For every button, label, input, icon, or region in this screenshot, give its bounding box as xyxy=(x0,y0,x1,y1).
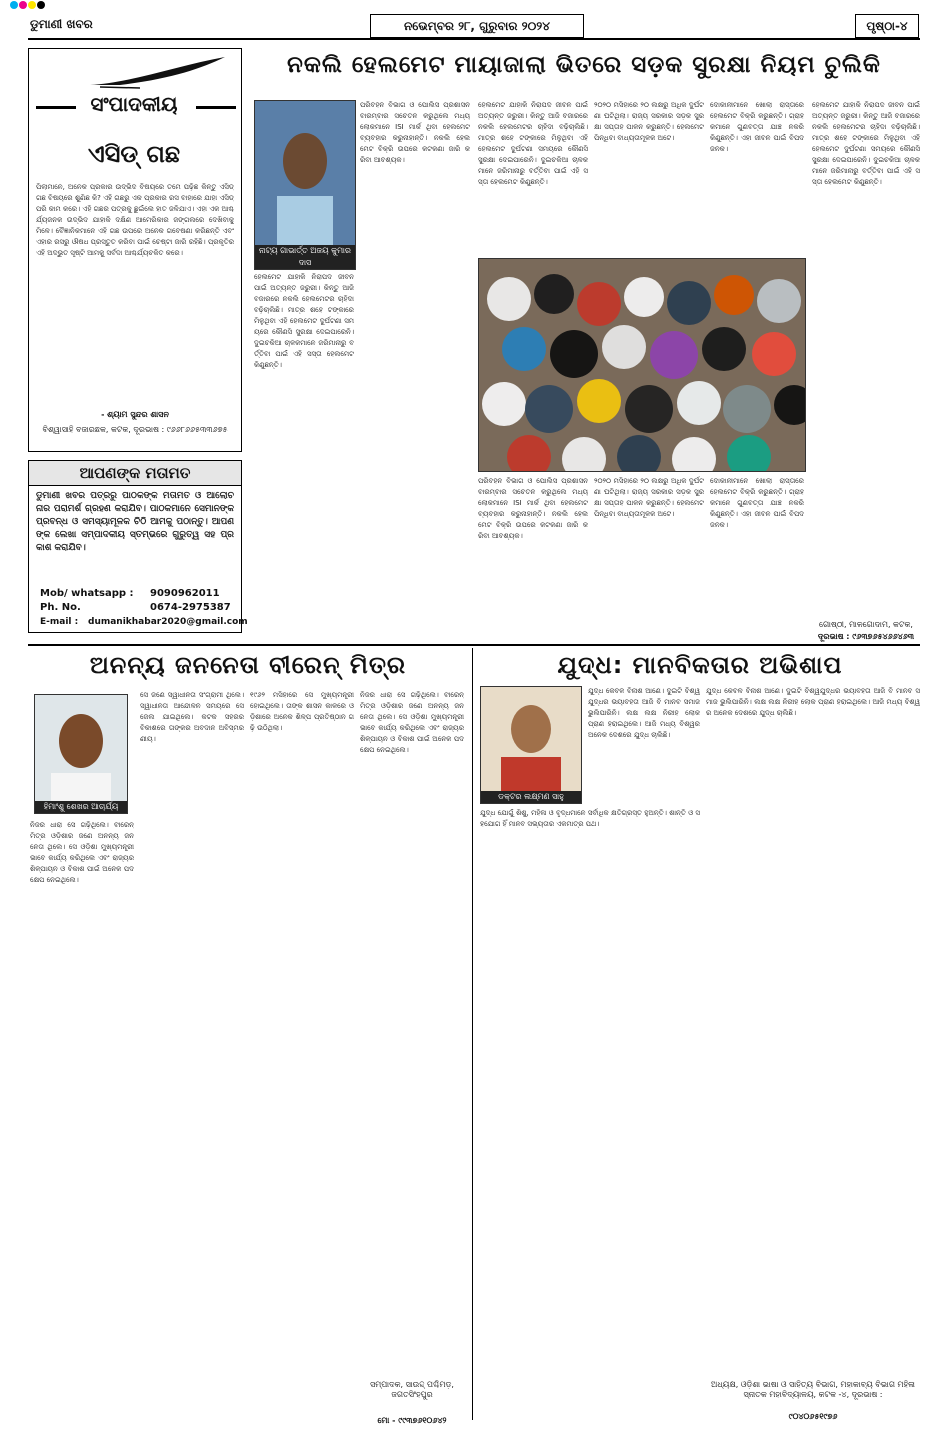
email-value: dumanikhabar2020@gmail.com xyxy=(88,617,248,627)
article1-body-col9: ହେଲମେଟ ଯାହାକି ନିରାପଦ ଜୀବନ ପାଇଁ ଅତ୍ୟନ୍ତ ଜରୁରୀ। କିନ୍ତୁ ଆଜି ବଜାରରେ ନକଲି ହେଲମେଟର ଚାହିଦା ବଢ଼ିଚାଲିଛି। ମାତ୍ର ଶହେ ଟଙ୍କାରେ ମିଳୁଥିବା ଏହି ହେଲମେଟ ଦୁର୍ଘଟଣା ସମୟରେ କୌଣସି ସୁରକ୍ଷା ଦେଇପାରେନି। ଦୁଇଚକିଆ ଚାଳକମାନେ ଜରିମାନାରୁ ବର୍ତ୍ତିବା ପାଇଁ ଏହି ସସ୍ତା ହେଲମେଟ କିଣୁଛନ୍ତି। xyxy=(812,101,920,186)
article2-author-caption: ହିମାଂଶୁ ଶେଖର ଆଚାର୍ଯ୍ୟ xyxy=(35,801,127,813)
article3-headline: ଯୁଦ୍ଧ: ମାନବିକତାର ଅଭିଶାପ xyxy=(557,651,843,679)
article2-body-col4: ନିଜର ଧାରା ସେ ଗଢ଼ିଥିଲେ। ବୀରେନ୍ ମିତ୍ର ଓଡ଼ିଶାର ଜଣେ ଅନନ୍ୟ ଜନନେତା ଥିଲେ। ସେ ଓଡ଼ିଶା ମୁଖ୍ୟମନ୍ତ୍ରୀ ଭାବେ କାର୍ଯ୍ୟ କରିଥିଲେ ଏବଂ ରାଜ୍ୟର ଶିଳ୍ପାୟନ ଓ ବିକାଶ ପାଇଁ ଅନେକ ପଦକ୍ଷେପ ନେଇଥିଲେ। xyxy=(360,691,464,754)
article1-body-col1: ହେଲମେଟ ଯାହାକି ନିରାପଦ ଜୀବନ ପାଇଁ ଅତ୍ୟନ୍ତ ଜରୁରୀ। କିନ୍ତୁ ଆଜି ବଜାରରେ ନକଲି ହେଲମେଟର ଚାହିଦା ବଢ଼ିଚାଲିଛି। ମାତ୍ର ଶହେ ଟଙ୍କାରେ ମିଳୁଥିବା ଏହି ହେଲମେଟ ଦୁର୍ଘଟଣା ସମୟରେ କୌଣସି ସୁରକ୍ଷା ଦେଇପାରେନି। ଦୁଇଚକିଆ ଚାଳକମାନେ ଜରିମାନାରୁ ବର୍ତ୍ତିବା ପାଇଁ ଏହି ସସ୍ତା ହେଲମେଟ କିଣୁଛନ୍ତି। xyxy=(254,273,354,369)
article1-signoff-phone: ଦୂରଭାଷ : ୯୬୩୭୬୫୪୬୬୪୬୩ xyxy=(817,632,915,641)
article3-body-intro: ଯୁଦ୍ଧ କେବଳ ବିନାଶ ଆଣେ। ଦୁଇଟି ବିଶ୍ୱଯୁଦ୍ଧର ଭୟାବହତା ଆଜି ବି ମାନବ ସମାଜ ଭୁଲିପାରିନି। ଲକ୍ଷ ଲକ୍ଷ ନିରୀହ ଲୋକ ପ୍ରାଣ ହରାଇଥିଲେ। ଆଜି ମଧ୍ୟ ବିଶ୍ୱର ଅନେକ ଦେଶରେ ଯୁଦ୍ଧ ଚାଲିଛି। xyxy=(588,687,700,739)
editorial-section-label: ସଂପାଦକୀୟ xyxy=(90,92,178,116)
editorial-signature: - ଶ୍ୟାମ ସୁନ୍ଦର ଶାସନ xyxy=(101,410,169,419)
black-mark xyxy=(37,1,45,9)
article1-body-col5: ଦୋକାନୀମାନେ ଖୋଲା ରାସ୍ତାରେ ହେଲମେଟ ବିକ୍ରି କରୁଛନ୍ତି। ଗ୍ରାହକମାନେ ଗୁଣବତ୍ତା ଯାଞ୍ଚ ନକରି କିଣୁଛନ୍ତି। ଏହା ଜୀବନ ପାଇଁ ବିପଦଜନକ। xyxy=(710,101,804,153)
article3-signoff: ଅଧ୍ୟକ୍ଷ, ଓଡ଼ିଶା ଭାଷା ଓ ସାହିତ୍ୟ ବିଭାଗ, ମହାକାବ୍ୟ ବିଭାଗ ମହିଳା ସ୍ନାତକ ମହାବିଦ୍ୟାଳୟ, କଟକ -୪, ଦୂରଭାଷ : xyxy=(711,1380,915,1399)
author-portrait-icon xyxy=(35,695,127,801)
article3-author-photo xyxy=(480,686,582,804)
mob-label: Mob/ whatsapp : xyxy=(40,588,134,599)
article1-body-col6: ପରିବହନ ବିଭାଗ ଓ ପୋଲିସ ପ୍ରଶାସନ ବାରମ୍ବାର ସଚେତନ କରୁଥିଲେ ମଧ୍ୟ ଲୋକମାନେ ISI ମାର୍କ ଥିବା ହେଲମେଟ ବ୍ୟବହାର କରୁନାହାନ୍ତି। ନକଲି ହେଲମେଟ ବିକ୍ରି ଉପରେ କଟକଣା ଜାରି କରିବା ଆବଶ୍ୟକ। xyxy=(478,477,588,540)
article3-signoff-phone: ୯୦୪୦୬୫୧୯୭୬ xyxy=(788,1412,838,1421)
article2-signoff: ସମ୍ପାଦକ, ସାଉଦ୍ଦ୍ ପଶ୍ଚିମଡ଼, ଜଗତସିଂହପୁର xyxy=(370,1380,454,1399)
editorial-body: ପିଲାମାନେ, ଅନେକ ପ୍ରକାର ଉଦ୍ଭିଦ ବିଷୟରେ ତମେ ପଢ଼ିଛ କିନ୍ତୁ ଏସିଡ୍ ଗଛ ବିଷୟରେ ଶୁଣିଛ କି? ଏହି ଗଛରୁ ଏକ ପ୍ରକାର ରସ ବାହାରେ ଯାହା ଏସିଡ୍ ପରି କାମ କରେ। ଏହି ଗଛର ପତ୍ରକୁ ଛୁଇଁଲେ ହାତ ଜଳିଯାଏ। ଏହା ଏକ ଆଶ୍ଚର୍ଯ୍ୟଜନକ ଉଦ୍ଭିଦ ଯାହାକି ଦକ୍ଷିଣ ଆମେରିକାର ଜଙ୍ଗଲରେ ଦେଖିବାକୁ ମିଳେ। ବୈଜ୍ଞାନିକମାନେ ଏହି ଗଛ ଉପରେ ଅନେକ ଗବେଷଣା କରିଛନ୍ତି ଏବଂ ଏହାର ରସରୁ ଔଷଧ ପ୍ରସ୍ତୁତ କରିବା ପାଇଁ ଚେଷ୍ଟା ଜାରି ରହିଛି। ପ୍ରକୃତିର ଏହି ଅଦ୍ଭୁତ ସୃଷ୍ଟି ଆମକୁ ସର୍ବଦା ଆଶ୍ଚର୍ଯ୍ୟଚକିତ କରେ। xyxy=(36,183,234,257)
quill-icon xyxy=(80,55,230,91)
article2-author-photo xyxy=(34,694,128,814)
article3-author-caption: ଡକ୍ଟର ଲକ୍ଷ୍ମଣ ସାହୁ xyxy=(481,791,581,803)
article1-author-caption: ନାଟ୍ୟ ଗାଭାର୍ତ୍ତ ଅଜୟ କୁମାର ଦାସ xyxy=(255,245,355,269)
magenta-mark xyxy=(19,1,27,9)
article1-body-col4: ୨୦୨୦ ମସିହାରେ ୨୦ ଲକ୍ଷରୁ ଅଧିକ ଦୁର୍ଘଟଣା ଘଟିଥିଲା। ରାଜ୍ୟ ସରକାର ସଡ଼କ ସୁରକ୍ଷା ସପ୍ତାହ ପାଳନ କରୁଛନ୍ତି। ହେଲମେଟ ପିନ୍ଧିବା ବାଧ୍ୟତାମୂଳକ ଅଟେ। xyxy=(594,101,704,142)
helmet-photo xyxy=(478,258,806,472)
opinion-body: ଡୁମାଣୀ ଖବର ପତ୍ରରୁ ପାଠକଙ୍କ ମତାମତ ଓ ଆଲୋଚନାର ପରାମର୍ଶ ଗ୍ରହଣ କରାଯିବ। ପାଠକମାନେ ସେମାନଙ୍କ ପ୍ରବନ୍ଧ ଓ ସମସ୍ୟାମୂଳକ ଚିଠି ଆମକୁ ପଠାନ୍ତୁ। ଆପଣଙ୍କ ଲେଖା ସମ୍ପାଦକୀୟ ସ୍ତମ୍ଭରେ ଗୁରୁତ୍ୱ ସହ ପ୍ରକାଶ କରାଯିବ। xyxy=(36,491,234,553)
section-divider xyxy=(28,644,920,646)
author-portrait-icon xyxy=(255,101,355,257)
helmets-image-icon xyxy=(479,259,805,471)
article1-author-photo xyxy=(254,100,356,270)
editorial-signature-address: ବିଶ୍ୱାସାହି ବଜାରଛକ, କଟକ, ଦୂରଭାଷ : ୯୬୬୮୬୬୫୩୩୬୭୫ xyxy=(42,425,228,434)
article1-body-col8: ଦୋକାନୀମାନେ ଖୋଲା ରାସ୍ତାରେ ହେଲମେଟ ବିକ୍ରି କରୁଛନ୍ତି। ଗ୍ରାହକମାନେ ଗୁଣବତ୍ତା ଯାଞ୍ଚ ନକରି କିଣୁଛନ୍ତି। ଏହା ଜୀବନ ପାଇଁ ବିପଦଜନକ। xyxy=(710,477,804,529)
article1-body-col7: ୨୦୨୦ ମସିହାରେ ୨୦ ଲକ୍ଷରୁ ଅଧିକ ଦୁର୍ଘଟଣା ଘଟିଥିଲା। ରାଜ୍ୟ ସରକାର ସଡ଼କ ସୁରକ୍ଷା ସପ୍ତାହ ପାଳନ କରୁଛନ୍ତି। ହେଲମେଟ ପିନ୍ଧିବା ବାଧ୍ୟତାମୂଳକ ଅଟେ। xyxy=(594,477,704,518)
author-portrait-icon xyxy=(481,687,581,791)
article3-body-col1: ଯୁଦ୍ଧ ଯୋଗୁଁ ଶିଶୁ, ମହିଳା ଓ ବୃଦ୍ଧମାନେ ସର୍ବାଧିକ କ୍ଷତିଗ୍ରସ୍ତ ହୁଅନ୍ତି। ଶାନ୍ତି ଓ ସହଯୋଗ ହିଁ ମାନବ ସଭ୍ୟତାର ଏକମାତ୍ର ପଥ। xyxy=(480,809,700,828)
article2-signoff-phone: ମୋ - ୯୯୩୭୬୧୦୬୪୨ xyxy=(377,1416,447,1425)
cyan-mark xyxy=(10,1,18,9)
print-registration-marks xyxy=(10,1,45,9)
phone-label: Ph. No. xyxy=(40,602,81,613)
article3-body-col2: ଯୁଦ୍ଧ କେବଳ ବିନାଶ ଆଣେ। ଦୁଇଟି ବିଶ୍ୱଯୁଦ୍ଧର ଭୟାବହତା ଆଜି ବି ମାନବ ସମାଜ ଭୁଲିପାରିନି। ଲକ୍ଷ ଲକ୍ଷ ନିରୀହ ଲୋକ ପ୍ରାଣ ହରାଇଥିଲେ। ଆଜି ମଧ୍ୟ ବିଶ୍ୱର ଅନେକ ଦେଶରେ ଯୁଦ୍ଧ ଚାଲିଛି। xyxy=(706,687,920,717)
email-label: E-mail : xyxy=(40,617,79,627)
article1-signoff: ଗୋଷ୍ଠୀ, ମାଳଗୋଦାମ, କଟକ, xyxy=(819,620,913,629)
article2-body-col3: ୧୯୬୨ ମସିହାରେ ସେ ମୁଖ୍ୟମନ୍ତ୍ରୀ ହୋଇଥିଲେ। ତାଙ୍କ ଶାସନ କାଳରେ ଓଡ଼ିଶାରେ ଅନେକ ଶିଳ୍ପ ପ୍ରତିଷ୍ଠାନ ଗଢ଼ି ଉଠିଥିଲା। xyxy=(250,691,354,732)
editorial-heading: ଏସିଡ୍ ଗଛ xyxy=(87,140,181,168)
article1-body-col3: ହେଲମେଟ ଯାହାକି ନିରାପଦ ଜୀବନ ପାଇଁ ଅତ୍ୟନ୍ତ ଜରୁରୀ। କିନ୍ତୁ ଆଜି ବଜାରରେ ନକଲି ହେଲମେଟର ଚାହିଦା ବଢ଼ିଚାଲିଛି। ମାତ୍ର ଶହେ ଟଙ୍କାରେ ମିଳୁଥିବା ଏହି ହେଲମେଟ ଦୁର୍ଘଟଣା ସମୟରେ କୌଣସି ସୁରକ୍ଷା ଦେଇପାରେନି। ଦୁଇଚକିଆ ଚାଳକମାନେ ଜରିମାନାରୁ ବର୍ତ୍ତିବା ପାଇଁ ଏହି ସସ୍ତା ହେଲମେଟ କିଣୁଛନ୍ତି। xyxy=(478,101,588,186)
article1-headline: ନକଲି ହେଲମେଟ ମାୟାଜାଲା ଭିତରେ ସଡ଼କ ସୁରକ୍ଷା ନିୟମ ଚୁଲିକି xyxy=(287,52,881,78)
paper-name: ଡୁମାଣୀ ଖବର xyxy=(30,17,93,31)
yellow-mark xyxy=(28,1,36,9)
article1-body-col2: ପରିବହନ ବିଭାଗ ଓ ପୋଲିସ ପ୍ରଶାସନ ବାରମ୍ବାର ସଚେତନ କରୁଥିଲେ ମଧ୍ୟ ଲୋକମାନେ ISI ମାର୍କ ଥିବା ହେଲମେଟ ବ୍ୟବହାର କରୁନାହାନ୍ତି। ନକଲି ହେଲମେଟ ବିକ୍ରି ଉପରେ କଟକଣା ଜାରି କରିବା ଆବଶ୍ୟକ। xyxy=(360,101,470,164)
phone-value: 0674-2975387 xyxy=(150,602,231,613)
article2-body-col1: ନିଜର ଧାରା ସେ ଗଢ଼ିଥିଲେ। ବୀରେନ୍ ମିତ୍ର ଓଡ଼ିଶାର ଜଣେ ଅନନ୍ୟ ଜନନେତା ଥିଲେ। ସେ ଓଡ଼ିଶା ମୁଖ୍ୟମନ୍ତ୍ରୀ ଭାବେ କାର୍ଯ୍ୟ କରିଥିଲେ ଏବଂ ରାଜ୍ୟର ଶିଳ୍ପାୟନ ଓ ବିକାଶ ପାଇଁ ଅନେକ ପଦକ୍ଷେପ ନେଇଥିଲେ। xyxy=(30,821,134,884)
mob-value: 9090962011 xyxy=(150,588,220,599)
article2-headline: ଅନନ୍ୟ ଜନନେତା ବୀରେନ୍ ମିତ୍ର xyxy=(89,651,407,679)
article2-body-col2: ସେ ଜଣେ ସ୍ୱାଧୀନତା ସଂଗ୍ରାମୀ ଥିଲେ। ସ୍ୱାଧୀନତା ଆନ୍ଦୋଳନ ସମୟରେ ସେ ଜେଲ ଯାଇଥିଲେ। କଟକ ସହରର ବିକାଶରେ ତାଙ୍କର ଅବଦାନ ଅବିସ୍ମରଣୀୟ। xyxy=(140,691,244,743)
column-divider xyxy=(472,648,473,1420)
issue-date: ନଭେମ୍ବର ୨୮, ଗୁରୁବାର ୨୦୨୪ xyxy=(370,14,584,38)
page-number: ପୃଷ୍ଠା-୪ xyxy=(855,14,919,38)
opinion-title: ଆପଣଙ୍କ ମତାମତ xyxy=(28,460,242,486)
